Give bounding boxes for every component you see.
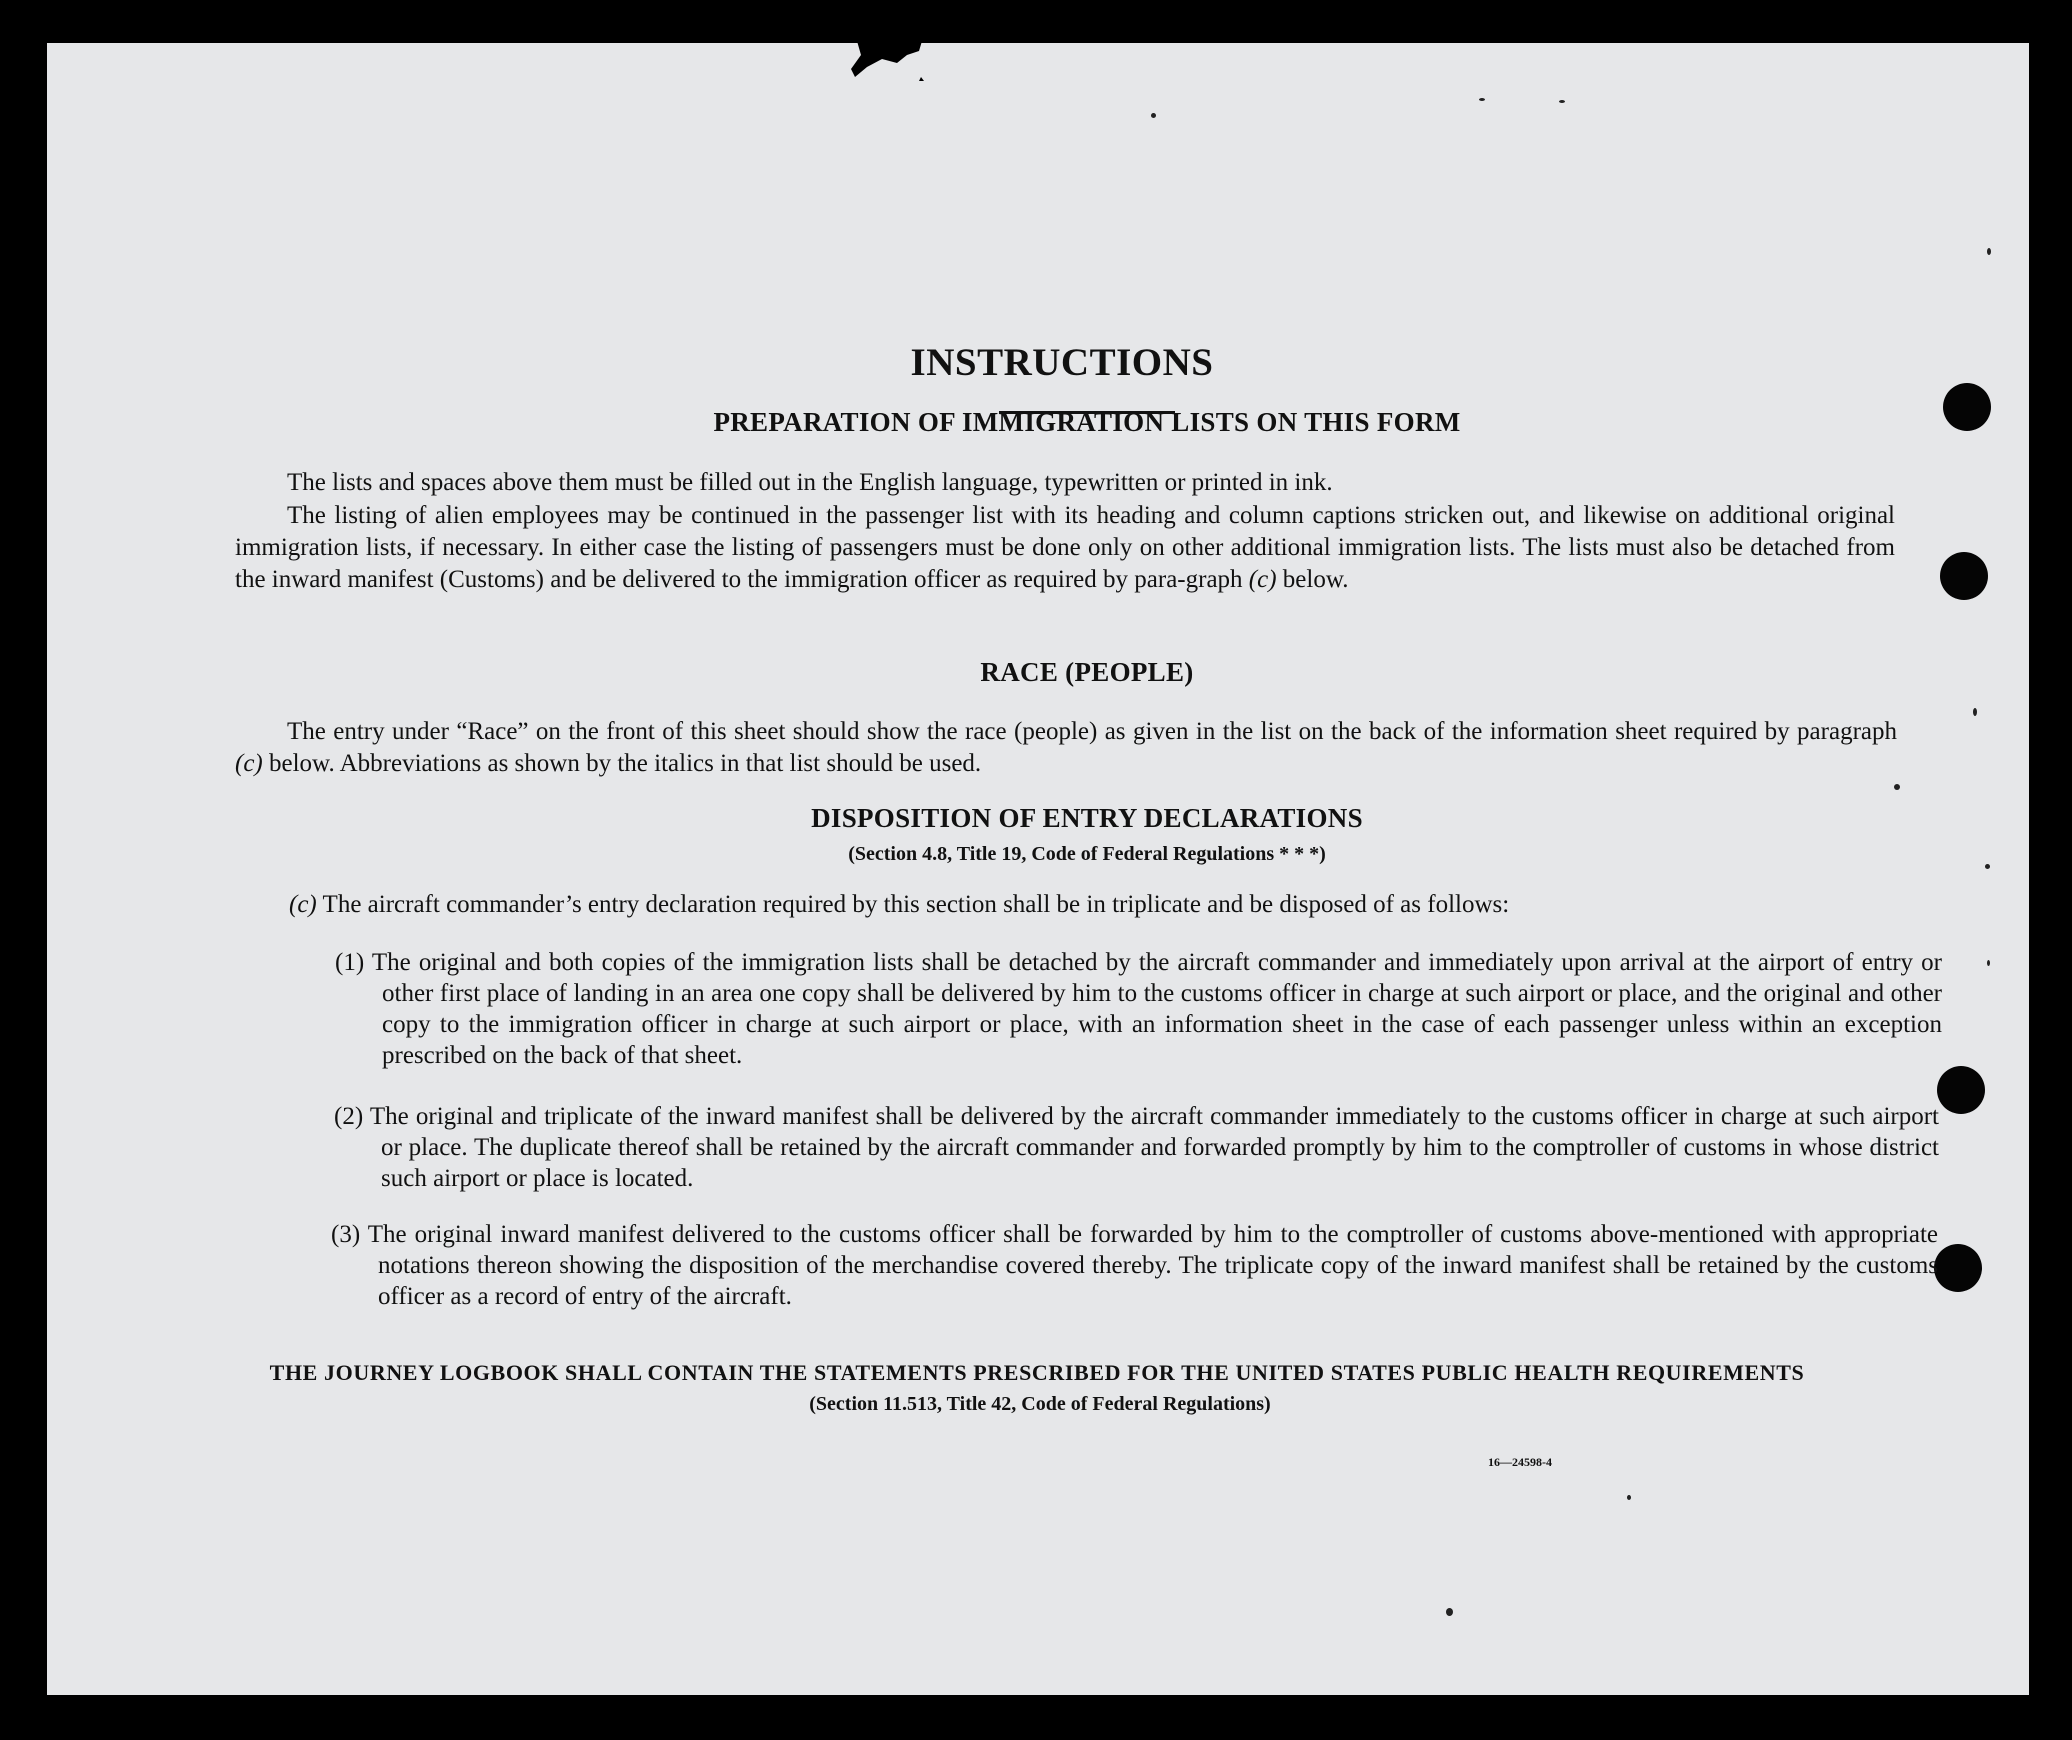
- document-sheet: [47, 43, 2029, 1695]
- binder-hole-3: [1937, 1066, 1985, 1114]
- page-title: INSTRUCTIONS: [910, 341, 1214, 384]
- torn-edge-mark: [837, 41, 937, 81]
- paragraph-reference: (c): [1248, 566, 1277, 593]
- speck: [1987, 960, 1990, 966]
- binder-hole-4: [1934, 1244, 1982, 1292]
- paragraph-disposition-intro: [289, 889, 1909, 921]
- binder-hole-2: [1940, 552, 1988, 600]
- list-item-1: (1) The original and both copies of the immigration lists shall be detached by the aircraft commander and immediately upon arrival at the airport of entry or other first place of landing in an area one copy shall be delivered by him to the customs officer in charge at such airport or place, and the original and other copy to the immigration officer in charge at such airport or place, with an information sheet in the case of each passenger unless within an exception prescribed on the back of that sheet.: [335, 949, 1942, 1069]
- section-citation-disposition: (Section 4.8, Title 19, Code of Federal Regulations * * *): [848, 843, 1326, 865]
- paragraph-race-1: [235, 716, 1897, 780]
- section-heading-disposition: DISPOSITION OF ENTRY DECLARATIONS: [811, 803, 1363, 833]
- speck: [1479, 98, 1485, 101]
- form-number: 16—24598-4: [1488, 1455, 1552, 1469]
- footer-statement: THE JOURNEY LOGBOOK SHALL CONTAIN THE STATEMENTS PRESCRIBED FOR THE UNITED STATES PUBLIC HEALTH REQUIREMENTS: [269, 1360, 1805, 1385]
- speck: [1151, 113, 1156, 118]
- paragraph-text: The listing of alien employees may be continued in the passenger list with its heading and column captions stricken out, and likewise on additional original immigration lists, if necessary. In either case the listing of passengers must be done only on other additional immigration lists. The lists must also be detached from the inward manifest (Customs) and be delivered to the immigration officer as required by para-graph: [235, 502, 1895, 593]
- paragraph-text: The aircraft commander’s entry declaration required by this section shall be in triplicate and be disposed of as follows:: [316, 891, 1510, 918]
- paragraph-text: The lists and spaces above them must be filled out in the English language, typewritten or printed in ink.: [287, 469, 1333, 496]
- list-item-3: (3) The original inward manifest delivered to the customs officer shall be forwarded by him to the comptroller of customs above-mentioned with appropriate notations thereon showing the disposition of the merchandise covered thereby. The triplicate copy of the inward manifest shall be retained by the customs officer as a record of entry of the aircraft.: [331, 1221, 1938, 1310]
- paragraph-preparation-2: [235, 500, 1895, 596]
- speck: [1559, 100, 1565, 103]
- paragraph-text: The entry under “Race” on the front of this sheet should show the race (people) as given in the list on the back of the information sheet required by paragraph: [287, 718, 1897, 745]
- footer-citation: (Section 11.513, Title 42, Code of Federal Regulations): [809, 1393, 1271, 1415]
- paragraph-text-end: below.: [1276, 566, 1349, 593]
- speck: [1446, 1608, 1453, 1616]
- section-heading-race: RACE (PEOPLE): [980, 657, 1194, 687]
- paragraph-reference: (c): [289, 891, 317, 918]
- paragraph-preparation-1: [235, 467, 1855, 499]
- paragraph-text-end: below. Abbreviations as shown by the italics in that list should be used.: [262, 750, 982, 777]
- list-item-2: (2) The original and triplicate of the inward manifest shall be delivered by the aircraft commander immediately to the customs officer in charge at such airport or place. The duplicate thereof shall be retained by the aircraft commander and forwarded promptly by him to the comptroller of customs in whose district such airport or place is located.: [334, 1103, 1939, 1192]
- speck: [1973, 708, 1977, 716]
- speck: [1987, 248, 1991, 255]
- paragraph-reference: (c): [235, 750, 263, 777]
- speck: [1627, 1495, 1631, 1500]
- section-heading-preparation: PREPARATION OF IMMIGRATION LISTS ON THIS FORM: [713, 407, 1461, 437]
- speck: [1894, 784, 1900, 790]
